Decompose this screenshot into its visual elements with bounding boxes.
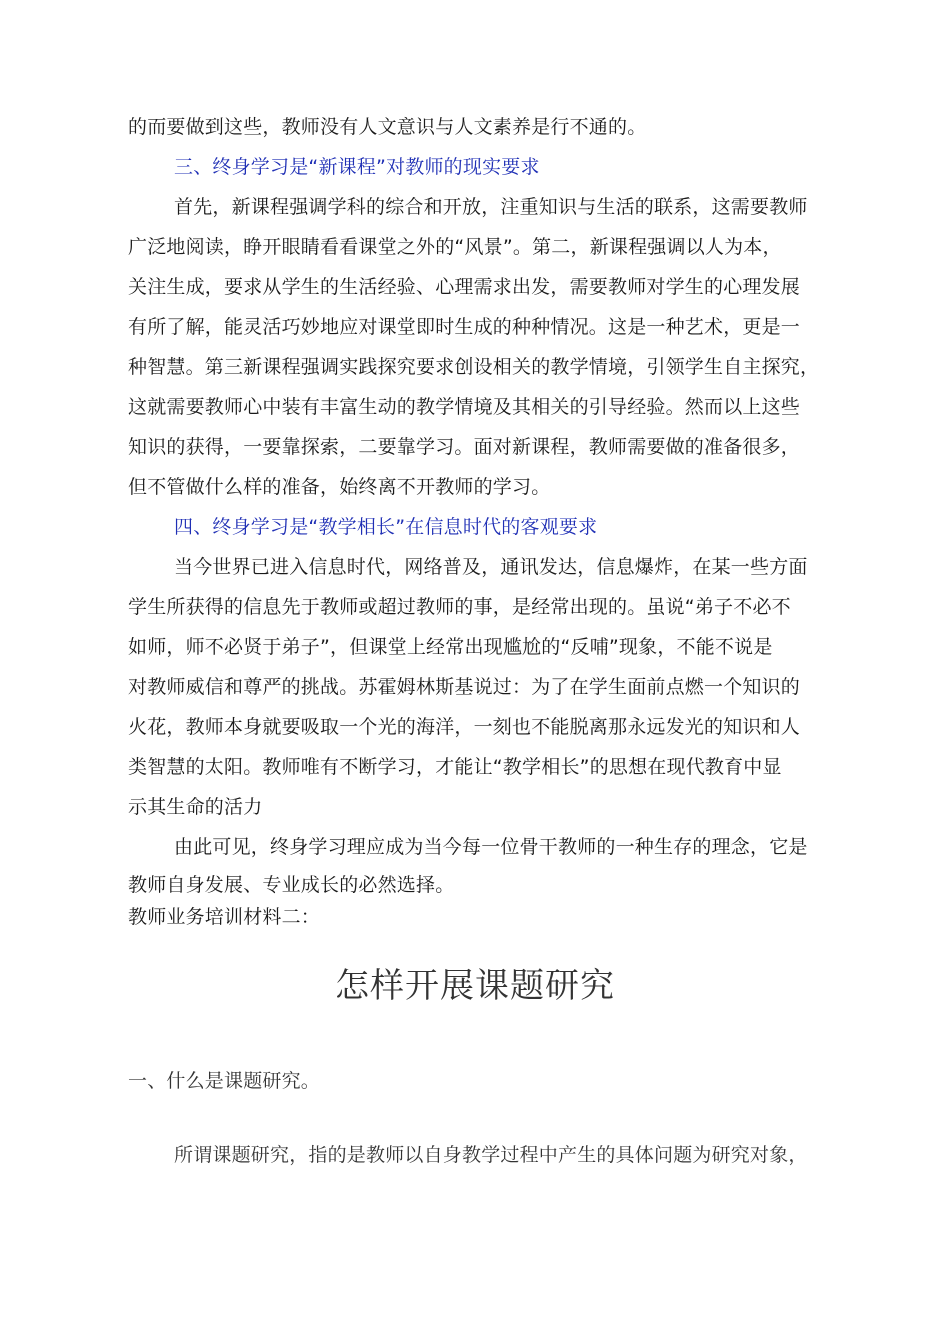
section-3-line: 首先，新课程强调学科的综合和开放，注重知识与生活的联系，这需要教师 — [174, 196, 808, 218]
section-4-line: 学生所获得的信息先于教师或超过教师的事，是经常出现的。虽说“弟子不必不 — [128, 596, 791, 618]
section-3-line: 种智慧。第三新课程强调实践探究要求创设相关的教学情境，引领学生自主探究， — [128, 356, 820, 378]
section-3-line: 但不管做什么样的准备，始终离不开教师的学习。 — [128, 476, 551, 498]
section-3-heading: 三、终身学习是“新课程”对教师的现实要求 — [174, 156, 540, 178]
document-title: 怎样开展课题研究 — [335, 966, 615, 1006]
subheading-what-is-research: 一、什么是课题研究。 — [128, 1070, 321, 1092]
paragraph-tail: 的而要做到这些，教师没有人文意识与人文素养是行不通的。 — [128, 116, 647, 138]
material-label: 教师业务培训材料二： — [128, 906, 321, 928]
section-3-line: 知识的获得，一要靠探索，二要靠学习。面对新课程，教师需要做的准备很多， — [128, 436, 801, 458]
section-3-line: 关注生成，要求从学生的生活经验、心理需求出发，需要教师对学生的心理发展 — [128, 276, 801, 298]
section-4-line: 对教师威信和尊严的挑战。苏霍姆林斯基说过：为了在学生面前点燃一个知识的 — [128, 676, 801, 698]
section-4-line: 火花，教师本身就要吸取一个光的海洋，一刻也不能脱离那永远发光的知识和人 — [128, 716, 801, 738]
section-3-line: 广泛地阅读，睁开眼睛看看课堂之外的“风景”。第二，新课程强调以人为本， — [128, 236, 782, 258]
conclusion-line: 由此可见，终身学习理应成为当今每一位骨干教师的一种生存的理念，它是 — [174, 836, 808, 858]
section-3-line: 有所了解，能灵活巧妙地应对课堂即时生成的种种情况。这是一种艺术，更是一 — [128, 316, 801, 338]
section-3-line: 这就需要教师心中装有丰富生动的教学情境及其相关的引导经验。然而以上这些 — [128, 396, 801, 418]
section-4-line: 如师，师不必贤于弟子”，但课堂上经常出现尴尬的“反哺”现象，不能不说是 — [128, 636, 773, 658]
conclusion-line: 教师自身发展、专业成长的必然选择。 — [128, 874, 455, 896]
section-4-heading: 四、终身学习是“教学相长”在信息时代的客观要求 — [174, 516, 598, 538]
section-4-line: 当今世界已进入信息时代，网络普及，通讯发达，信息爆炸，在某一些方面 — [174, 556, 808, 578]
section-4-line: 示其生命的活力 — [128, 796, 263, 818]
research-paragraph-line: 所谓课题研究，指的是教师以自身教学过程中产生的具体问题为研究对象， — [174, 1144, 808, 1166]
section-4-line: 类智慧的太阳。教师唯有不断学习，才能让“教学相长”的思想在现代教育中显 — [128, 756, 782, 778]
